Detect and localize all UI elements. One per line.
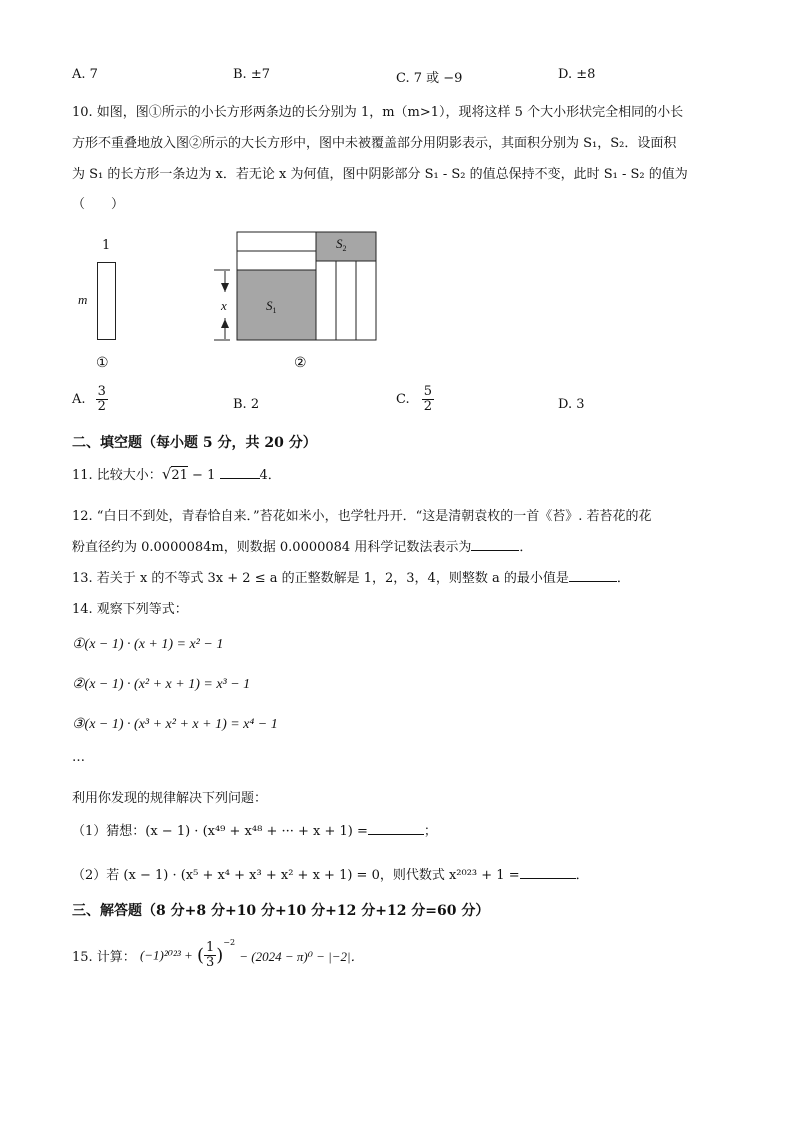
q10-answer-paren: （ ）	[72, 197, 125, 212]
q13: 13. 若关于 x 的不等式 3x + 2 ≤ a 的正整数解是 1，2，3，4，则整数 a 的最小值是 ．	[72, 571, 630, 586]
q10-option-b: B. 2	[233, 397, 260, 412]
q14-eq-1: ①(x − 1) · (x + 1) = x² − 1	[72, 637, 224, 652]
figure-1	[75, 238, 135, 373]
q10-option-a-fraction: $\frac{3}{2}$	[97, 384, 106, 414]
fig2-x-label: x	[221, 298, 227, 313]
fig1-top-label: 1	[102, 238, 111, 253]
q10-line-1: 10. 如图，图①所示的小长方形两条边的长分别为 1，m（m>1），现将这样 5 个大小形状完全相同的小长	[72, 105, 684, 120]
q12-answer-blank[interactable]	[471, 538, 519, 551]
q14-eq-3: ③(x − 1) · (x³ + x² + x + 1) = x⁴ − 1	[72, 717, 278, 732]
section-3-heading: 三、解答题（8 分+8 分+10 分+10 分+12 分+12 分=60 分）	[72, 903, 490, 919]
q14-sub-1: （1）猜想：(x − 1) · (x⁴⁹ + x⁴⁸ + ··· + x + 1) = ；	[72, 824, 437, 839]
arrow-up-icon	[221, 319, 229, 328]
q10-line-3: 为 S₁ 的长方形一条边为 x．若无论 x 为何值，图中阴影部分 S₁ - S₂ 的值总保持不变，此时 S₁ - S₂ 的值为	[72, 167, 688, 182]
q14-instruction: 利用你发现的规律解决下列问题：	[72, 791, 268, 806]
fig1-number-label: ①	[96, 355, 109, 371]
fig2-s2-label: $S_2$	[336, 236, 347, 253]
fig2-number-label: ②	[294, 355, 307, 371]
fig2-drawing	[210, 228, 390, 353]
q15: 15. 计算： (−1)²⁰²³ + ( $\frac{1}{3}$ )$^{-2}$ − (2024 − π)⁰ − |−2|．	[72, 938, 364, 970]
q12-line-1: 12. “白日不到处，青春恰自来．”苔花如米小，也学牡丹开．“这是清朝袁枚的一首《苔》. 若苔花的花	[72, 509, 652, 524]
q9-option-c: C. 7 或 −9	[396, 71, 463, 86]
q14-sub-1-answer-blank[interactable]	[368, 822, 424, 835]
section-2-heading: 二、填空题（每小题 5 分，共 20 分）	[72, 435, 317, 451]
q12-line-2: 粉直径约为 0.0000084m，则数据 0.0000084 用科学记数法表示为 ．	[72, 540, 533, 555]
q14-ellipsis: …	[72, 750, 85, 765]
fig2-s1-label: $S_1$	[266, 298, 277, 315]
q11: 11. 比较大小：√21 − 1 4．	[72, 465, 281, 483]
figure-2	[210, 228, 390, 373]
q14-sub-2-answer-blank[interactable]	[520, 866, 576, 879]
fig2-s1-shaded	[237, 270, 316, 340]
q10-option-c-fraction: $\frac{5}{2}$	[423, 384, 433, 414]
q9-option-d: D. ±8	[558, 67, 596, 82]
q9-option-a: A. 7	[72, 67, 98, 82]
q15-fraction: $\frac{1}{3}$	[205, 940, 215, 970]
fig1-side-label: m	[78, 292, 88, 307]
q10-option-c: C. $\frac{5}{2}$	[396, 384, 433, 414]
q10-option-d: D. 3	[558, 397, 585, 412]
q11-answer-blank[interactable]	[220, 466, 260, 479]
q13-answer-blank[interactable]	[569, 569, 617, 582]
arrow-down-icon	[221, 283, 229, 292]
fig1-small-rectangle	[97, 262, 116, 340]
q10-option-a: A. $\frac{3}{2}$	[72, 384, 106, 414]
q14-eq-2: ②(x − 1) · (x² + x + 1) = x³ − 1	[72, 677, 251, 692]
q14-sub-2: （2）若 (x − 1) · (x⁵ + x⁴ + x³ + x² + x + 1) = 0，则代数式 x²⁰²³ + 1 = ．	[72, 868, 589, 883]
q9-option-b: B. ±7	[233, 67, 270, 82]
q10-line-2: 方形不重叠地放入图②所示的大长方形中，图中未被覆盖部分用阴影表示，其面积分别为 S₁，S₂．设面积	[72, 136, 677, 151]
q14-title: 14. 观察下列等式：	[72, 602, 188, 617]
